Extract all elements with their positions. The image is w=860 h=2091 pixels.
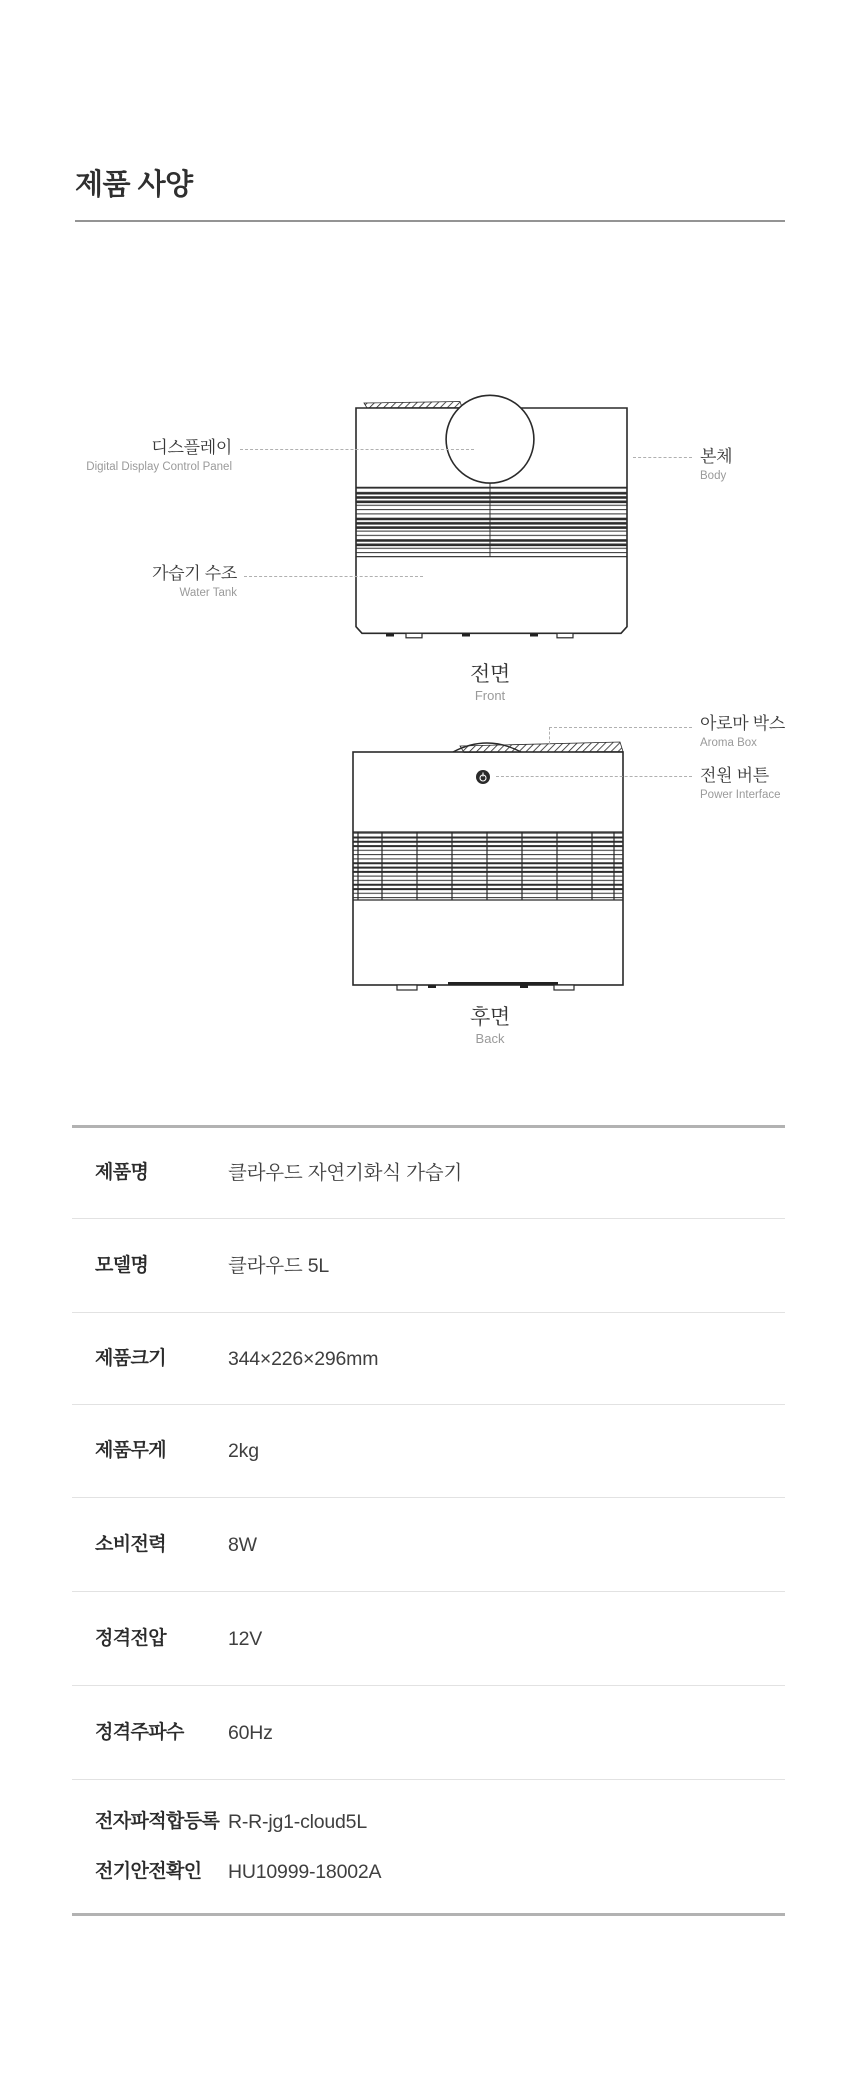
spec-row-power-consumption bbox=[72, 1498, 785, 1592]
spec-value: 2kg bbox=[228, 1440, 259, 1462]
label-body-en: Body bbox=[700, 470, 727, 482]
display-knob-circle bbox=[446, 395, 534, 483]
label-water-tank-ko: 가습기 수조 bbox=[151, 564, 237, 583]
label-display-en: Digital Display Control Panel bbox=[86, 461, 232, 473]
label-body bbox=[700, 447, 732, 484]
label-display bbox=[86, 438, 232, 475]
spec-row-rated-frequency bbox=[72, 1686, 785, 1780]
leader-line-aroma-box-vertical bbox=[549, 727, 550, 744]
page-title: 제품 사양 bbox=[75, 169, 193, 201]
front-view-diagram bbox=[340, 380, 640, 650]
label-aroma-box bbox=[700, 714, 785, 751]
spec-table bbox=[72, 1125, 785, 1916]
label-power-button bbox=[700, 766, 781, 803]
front-top-hatch bbox=[364, 402, 462, 408]
back-caption bbox=[340, 1006, 640, 1047]
spec-label: 제품명 bbox=[95, 1162, 149, 1183]
spec-row-model-name bbox=[72, 1219, 785, 1313]
front-caption-ko: 전면 bbox=[470, 663, 510, 686]
spec-value: 60Hz bbox=[228, 1721, 273, 1744]
leader-line-display bbox=[240, 449, 474, 450]
label-display-ko: 디스플레이 bbox=[151, 438, 232, 457]
leader-line-water-tank bbox=[244, 576, 423, 577]
leader-line-body bbox=[633, 457, 692, 458]
back-vent-grille bbox=[353, 832, 623, 900]
spec-label: 소비전력 bbox=[95, 1533, 167, 1555]
spec-value: 344×226×296mm bbox=[228, 1347, 379, 1370]
cert-line-emc bbox=[95, 1807, 785, 1837]
front-caption bbox=[340, 663, 640, 704]
spec-label: 제품무게 bbox=[95, 1440, 167, 1461]
spec-value: 클라우드 자연기화식 가습기 bbox=[228, 1162, 463, 1184]
spec-value: HU10999-18002A bbox=[228, 1860, 382, 1883]
spec-value: 12V bbox=[228, 1627, 263, 1650]
label-aroma-box-en: Aroma Box bbox=[700, 737, 757, 749]
spec-label: 모델명 bbox=[95, 1254, 149, 1276]
cert-line-safety bbox=[95, 1857, 785, 1887]
label-body-ko: 본체 bbox=[700, 447, 733, 466]
front-vent-grille bbox=[356, 484, 627, 557]
spec-row-weight bbox=[72, 1405, 785, 1498]
spec-row-certifications bbox=[72, 1780, 785, 1916]
spec-label: 전자파적합등록 bbox=[95, 1810, 220, 1832]
power-button-icon bbox=[476, 770, 490, 784]
spec-value: 8W bbox=[228, 1533, 257, 1556]
back-caption-en: Back bbox=[475, 1031, 505, 1046]
spec-row-product-name bbox=[72, 1128, 785, 1219]
back-caption-ko: 후면 bbox=[470, 1006, 510, 1029]
spec-value: 클라우드 5L bbox=[228, 1254, 330, 1277]
leader-line-aroma-box bbox=[549, 727, 692, 728]
spec-label: 전기안전확인 bbox=[95, 1860, 202, 1882]
front-caption-en: Front bbox=[474, 688, 506, 703]
spec-label: 정격주파수 bbox=[95, 1721, 184, 1743]
spec-row-size bbox=[72, 1313, 785, 1405]
label-aroma-box-ko: 아로마 박스 bbox=[700, 714, 786, 733]
leader-line-power-button bbox=[496, 776, 692, 777]
label-water-tank-en: Water Tank bbox=[179, 587, 237, 599]
label-water-tank bbox=[152, 564, 237, 601]
label-power-button-ko: 전원 버튼 bbox=[700, 766, 769, 785]
spec-label: 제품크기 bbox=[95, 1347, 167, 1369]
spec-value: R-R-jg1-cloud5L bbox=[228, 1810, 367, 1833]
spec-row-rated-voltage bbox=[72, 1592, 785, 1686]
label-power-button-en: Power Interface bbox=[700, 789, 781, 801]
back-view-diagram bbox=[340, 725, 640, 1000]
title-divider bbox=[75, 220, 785, 222]
spec-label: 정격전압 bbox=[95, 1627, 167, 1649]
